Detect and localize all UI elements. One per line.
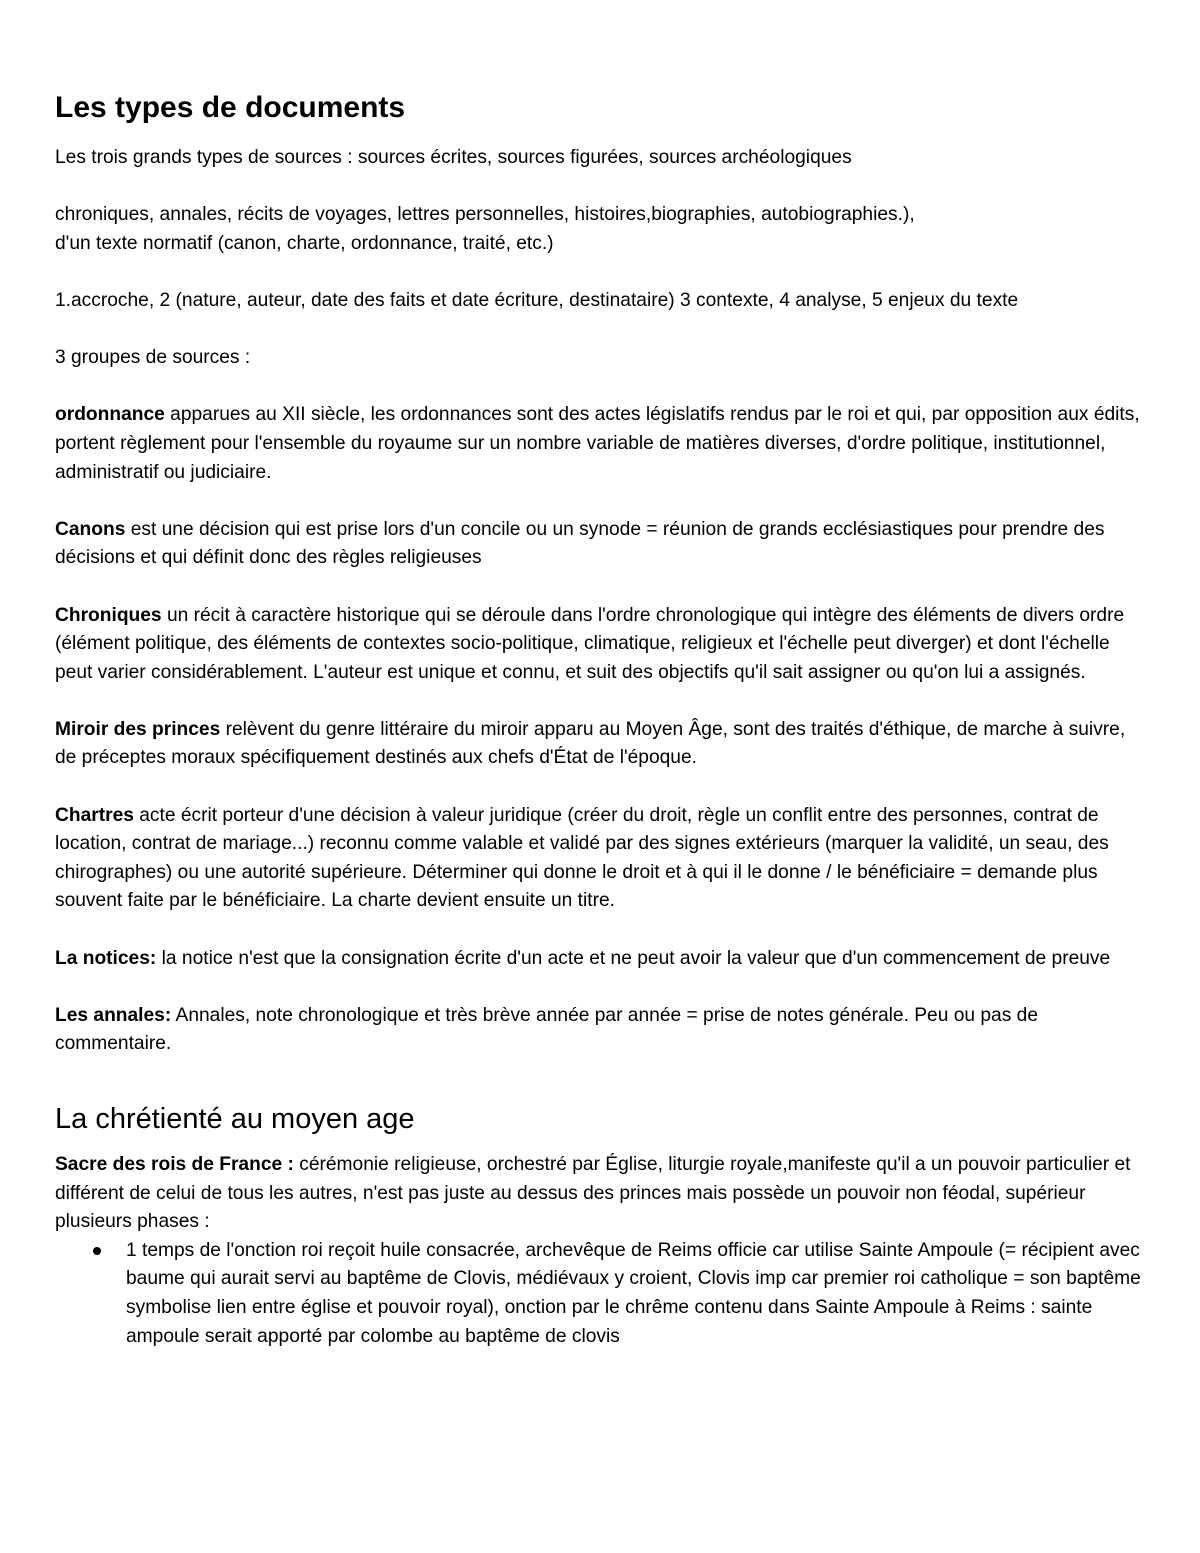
definition-chroniques	[55, 602, 1150, 688]
definition-annales	[55, 1002, 1150, 1059]
definition-text: apparues au XII siècle, les ordonnances sont des actes législatifs rendus par le roi et qui, par opposition aux édits, portent règlement pour l'ensemble du royaume sur un nombre variable de matières diverses, d'ordre politique, institutionnel, administratif ou judiciaire.	[55, 404, 1140, 483]
examples-line-2: d'un texte normatif (canon, charte, ordonnance, traité, etc.)	[55, 232, 554, 254]
groups-paragraph: 3 groupes de sources :	[55, 347, 251, 369]
definition-text: la notice n'est que la consignation écrite d'un acte et ne peut avoir la valeur que d'un commencement de preuve	[156, 947, 1111, 969]
definition-text: est une décision qui est prise lors d'un concile ou un synode = réunion de grands ecclésiastiques pour prendre des décisions et qui définit donc des règles religieuses	[55, 518, 1105, 569]
sacre-text: cérémonie religieuse, orchestré par Église, liturgie royale,manifeste qu'il a un pouvoir particulier et différent de celui de tous les autres, n'est pas juste au dessus des princes mais possède un pouvoir non féodal, supérieur	[55, 1154, 1131, 1204]
definition-miroir-des-princes	[55, 716, 1150, 773]
examples-line-1: chroniques, annales, récits de voyages, lettres personnelles, histoires,biographies, autobiographies.),	[55, 204, 915, 226]
list-item	[126, 1237, 1150, 1351]
intro-paragraph: Les trois grands types de sources : sources écrites, sources figurées, sources archéologiques	[55, 147, 852, 168]
phases-label: plusieurs phases :	[55, 1211, 210, 1233]
definition-term: Chartres	[55, 804, 134, 826]
plan-paragraph: 1.accroche, 2 (nature, auteur, date des faits et date écriture, destinataire) 3 contexte, 4 analyse, 5 enjeux du texte	[55, 289, 1019, 311]
definition-text: acte écrit porteur d'une décision à valeur juridique (créer du droit, règle un conflit entre des personnes, contrat de location, contrat de mariage...) reconnu comme valable et validé par des signes extérieurs (marquer la validité, un seau, des chirographes) ou une autorité supérieure. Déterminer qui donne le droit et à qui il le donne / le bénéficiaire = demande plus souvent faite par le bénéficiaire. La charte devient ensuite un titre.	[55, 804, 1109, 912]
sacre-term: Sacre des rois de France :	[55, 1154, 294, 1175]
definition-term: Miroir des princes	[55, 718, 221, 740]
definition-chartres	[55, 802, 1150, 916]
examples-paragraph	[55, 201, 1150, 258]
definition-term: Canons	[55, 518, 126, 540]
definition-canons	[55, 516, 1150, 573]
phase-text: 1 temps de l'onction roi reçoit huile consacrée, archevêque de Reims officie car utilise Sainte Ampoule (= récipient avec baume qui aurait servi au baptême de Clovis, médiévaux y croient, Clovis imp car premier roi catholique = son baptême symbolise lien entre église et pouvoir royal), onction par le chrême contenu dans Sainte Ampoule à Reims : sainte ampoule serait apporté par colombe au baptême de clovis	[126, 1239, 1141, 1347]
section-title-chretiente: La chrétienté au moyen age	[55, 1103, 415, 1135]
definition-term: Chroniques	[55, 604, 162, 626]
definition-term: ordonnance	[55, 404, 165, 426]
definition-term: La notices:	[55, 947, 157, 969]
section-title-types-documents: Les types de documents	[55, 91, 406, 124]
bullet-icon	[93, 1247, 101, 1255]
definition-text: relèvent du genre littéraire du miroir apparu au Moyen Âge, sont des traités d'éthique, de marche à suivre, de préceptes moraux spécifiquement destinés aux chefs d'État de l'époque.	[55, 718, 1126, 769]
sacre-paragraph	[55, 1151, 1150, 1208]
definition-text: Annales, note chronologique et très brève année par année = prise de notes générale. Peu ou pas de commentaire.	[55, 1004, 1038, 1055]
phases-list	[55, 1237, 1150, 1351]
definition-text: un récit à caractère historique qui se déroule dans l'ordre chronologique qui intègre des éléments de divers ordre (élément politique, des éléments de contextes socio-politique, climatique, religieux et l'échelle peut diverger) et dont l'échelle peut varier considérablement. L'auteur est unique et connu, et suit des objectifs qu'il sait assigner ou qu'on lui a assignés.	[55, 604, 1125, 683]
definition-term: Les annales:	[55, 1004, 172, 1026]
definition-notices	[55, 945, 1150, 974]
definition-ordonnance	[55, 401, 1150, 487]
